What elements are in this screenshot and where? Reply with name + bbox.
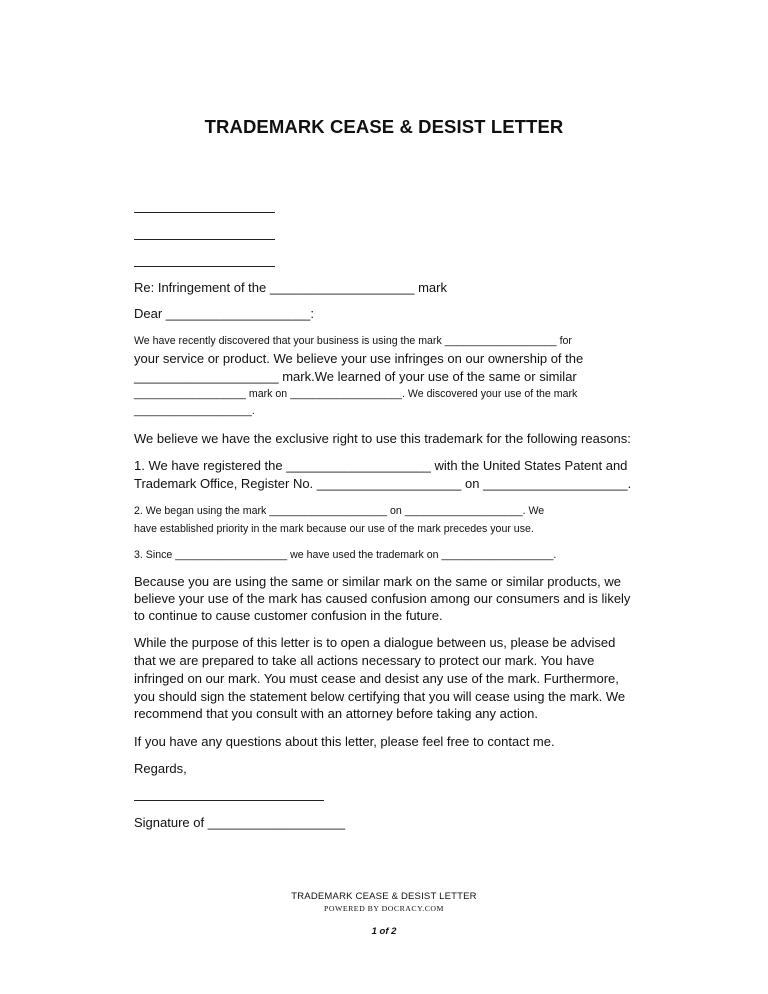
- signature-of-line: Signature of ___________________: [134, 815, 346, 830]
- reason-2-line: 2. We began using the mark ____________________ on ____________________. We: [134, 505, 545, 517]
- body-line: ___________________ mark on ___________________. We discovered your use of the mark: [134, 388, 578, 400]
- body-line: ____________________.: [134, 405, 255, 417]
- address-line-1: [134, 212, 275, 213]
- address-line-2: [134, 239, 275, 240]
- page-number: 1 of 2: [371, 926, 397, 937]
- closing-line: Regards,: [134, 761, 187, 776]
- body-line: believe your use of the mark has caused confusion among our consumers and is likely: [134, 591, 631, 606]
- salutation-line: Dear ____________________:: [134, 306, 315, 321]
- footer-title: TRADEMARK CEASE & DESIST LETTER: [291, 891, 477, 902]
- document-title: TRADEMARK CEASE & DESIST LETTER: [204, 116, 564, 137]
- re-line: Re: Infringement of the ____________________ mark: [134, 280, 447, 295]
- body-line: recommend that you consult with an attorney before taking any action.: [134, 706, 538, 721]
- body-line: you should sign the statement below certifying that you will cease using the mark. We: [134, 689, 626, 704]
- body-line: We believe we have the exclusive right to use this trademark for the following reasons:: [134, 431, 631, 446]
- footer-powered-by: POWERED BY DOCRACY.COM: [324, 904, 444, 913]
- body-line: We have recently discovered that your business is using the mark ___________________ for: [134, 335, 572, 347]
- body-line: your service or product. We believe your use infringes on our ownership of the: [134, 351, 584, 366]
- body-line: While the purpose of this letter is to open a dialogue between us, please be advised: [134, 635, 616, 650]
- body-line: infringed on our mark. You must cease and desist any use of the mark. Furthermore,: [134, 671, 619, 686]
- body-line: ____________________ mark.We learned of your use of the same or similar: [134, 369, 577, 384]
- reason-3-line: 3. Since ___________________ we have used the trademark on ___________________.: [134, 549, 557, 561]
- reason-1-line: 1. We have registered the ____________________ with the United States Patent and: [134, 458, 628, 473]
- body-line: If you have any questions about this letter, please feel free to contact me.: [134, 734, 555, 749]
- reason-2-line: have established priority in the mark because our use of the mark precedes your use.: [134, 523, 534, 535]
- address-line-3: [134, 266, 275, 267]
- signature-line: [134, 800, 324, 801]
- reason-1-line: Trademark Office, Register No. ____________________ on ____________________.: [134, 476, 632, 491]
- body-line: to continue to cause customer confusion in the future.: [134, 608, 443, 623]
- body-line: Because you are using the same or similar mark on the same or similar products, we: [134, 574, 621, 589]
- body-line: that we are prepared to take all actions necessary to protect our mark. You have: [134, 653, 595, 668]
